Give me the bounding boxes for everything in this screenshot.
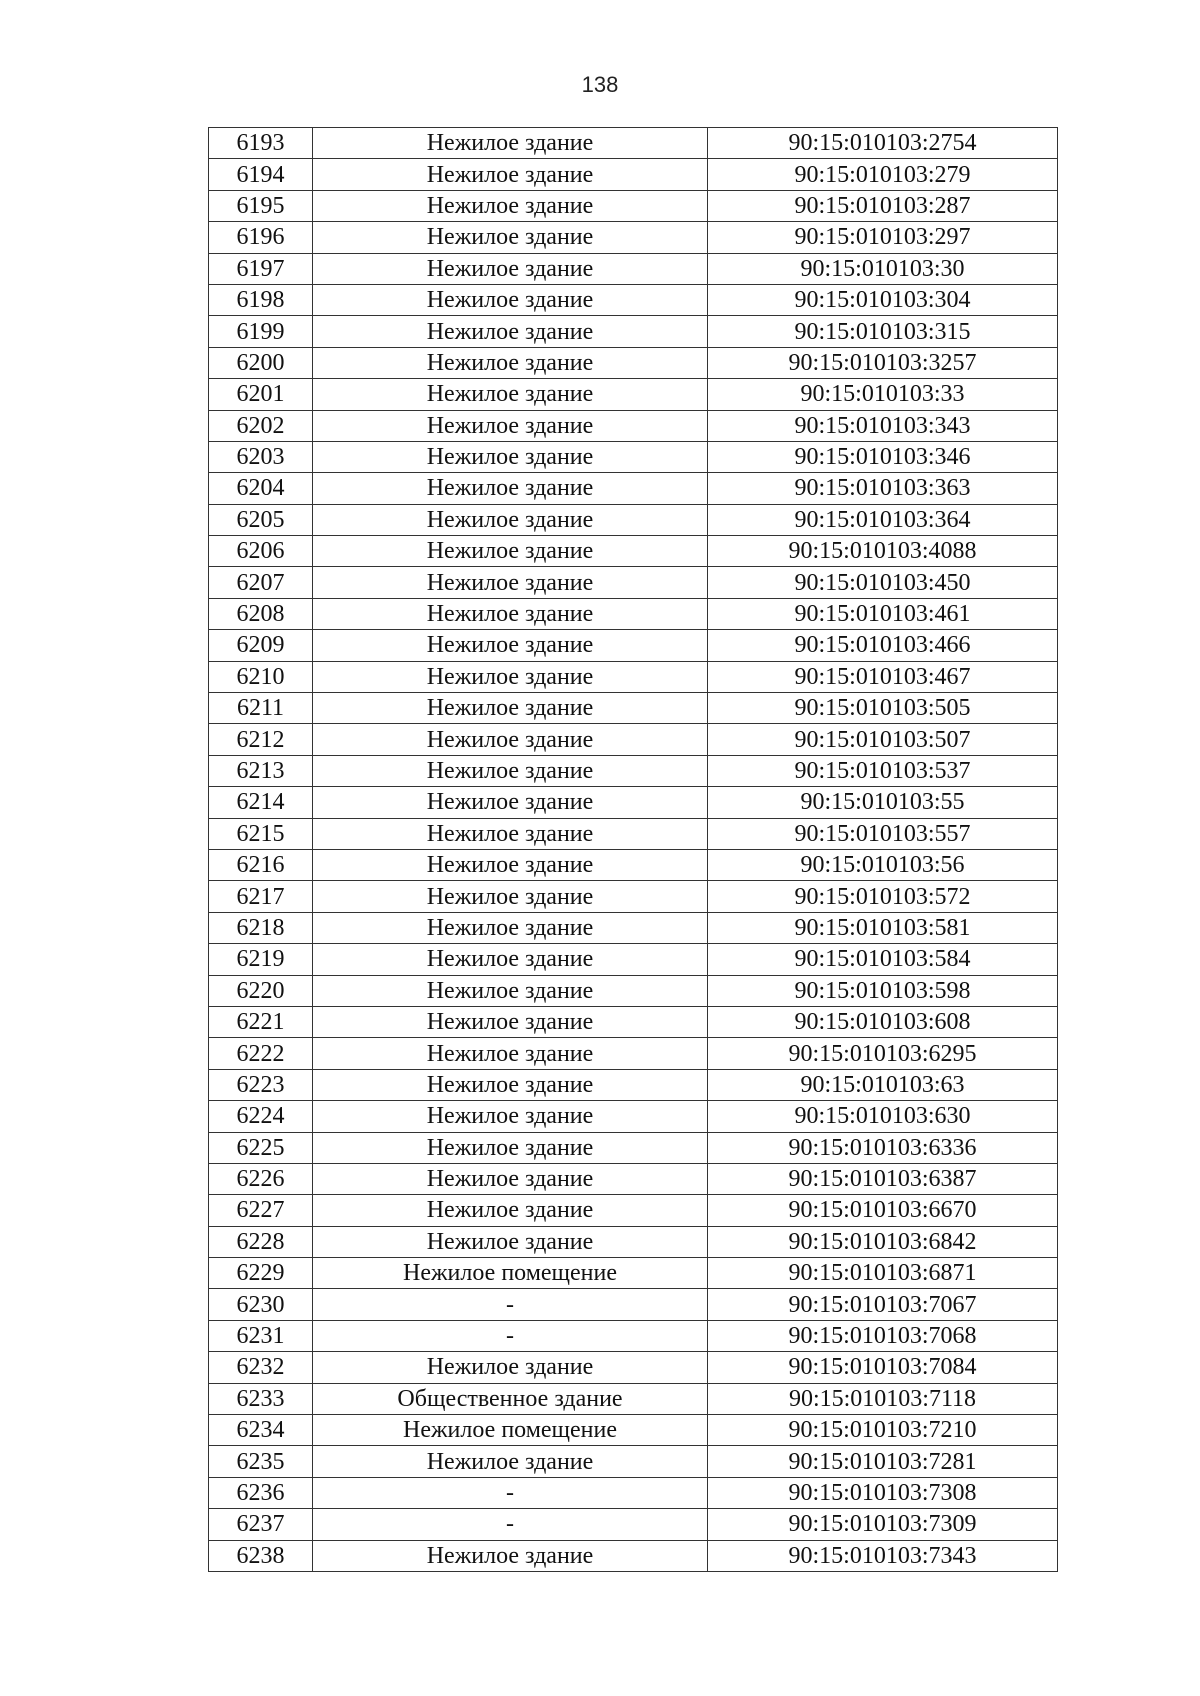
- row-number-cell: 6233: [209, 1383, 313, 1414]
- table-row: [209, 1477, 1058, 1508]
- row-number-cell: 6238: [209, 1540, 313, 1571]
- row-number-cell: 6232: [209, 1352, 313, 1383]
- table-row: [209, 598, 1058, 629]
- object-name-cell: Нежилое здание: [313, 1132, 708, 1163]
- table-row: [209, 818, 1058, 849]
- table-row: [209, 567, 1058, 598]
- row-number-cell: 6226: [209, 1163, 313, 1194]
- row-number-cell: 6221: [209, 1006, 313, 1037]
- row-number-cell: 6207: [209, 567, 313, 598]
- cadastral-number-cell: 90:15:010103:466: [708, 630, 1058, 661]
- cadastral-number-cell: 90:15:010103:7309: [708, 1509, 1058, 1540]
- object-name-cell: Нежилое здание: [313, 944, 708, 975]
- cadastral-number-cell: 90:15:010103:6387: [708, 1163, 1058, 1194]
- cadastral-number-cell: 90:15:010103:7281: [708, 1446, 1058, 1477]
- object-name-cell: Нежилое здание: [313, 975, 708, 1006]
- table-row: [209, 222, 1058, 253]
- object-name-cell: Нежилое здание: [313, 755, 708, 786]
- table-row: [209, 1101, 1058, 1132]
- cadastral-number-cell: 90:15:010103:2754: [708, 128, 1058, 159]
- cadastral-number-cell: 90:15:010103:315: [708, 316, 1058, 347]
- row-number-cell: 6208: [209, 598, 313, 629]
- object-name-cell: Нежилое здание: [313, 379, 708, 410]
- row-number-cell: 6234: [209, 1415, 313, 1446]
- cadastral-number-cell: 90:15:010103:7210: [708, 1415, 1058, 1446]
- object-name-cell: Нежилое здание: [313, 1352, 708, 1383]
- row-number-cell: 6193: [209, 128, 313, 159]
- object-name-cell: Нежилое здание: [313, 1101, 708, 1132]
- cadastral-number-cell: 90:15:010103:297: [708, 222, 1058, 253]
- object-name-cell: Нежилое здание: [313, 159, 708, 190]
- row-number-cell: 6213: [209, 755, 313, 786]
- table-row: [209, 912, 1058, 943]
- table-row: [209, 253, 1058, 284]
- row-number-cell: 6215: [209, 818, 313, 849]
- table-row: [209, 316, 1058, 347]
- table-row: [209, 1383, 1058, 1414]
- object-name-cell: Нежилое здание: [313, 410, 708, 441]
- cadastral-number-cell: 90:15:010103:56: [708, 849, 1058, 880]
- row-number-cell: 6195: [209, 190, 313, 221]
- cadastral-number-cell: 90:15:010103:6336: [708, 1132, 1058, 1163]
- cadastral-number-cell: 90:15:010103:33: [708, 379, 1058, 410]
- object-name-cell: Нежилое здание: [313, 536, 708, 567]
- row-number-cell: 6194: [209, 159, 313, 190]
- object-name-cell: Нежилое здание: [313, 128, 708, 159]
- object-name-cell: Нежилое здание: [313, 473, 708, 504]
- object-name-cell: Нежилое здание: [313, 1006, 708, 1037]
- table-row: [209, 1132, 1058, 1163]
- row-number-cell: 6237: [209, 1509, 313, 1540]
- cadastral-number-cell: 90:15:010103:6670: [708, 1195, 1058, 1226]
- object-name-cell: -: [313, 1320, 708, 1351]
- registry-table-body: [209, 128, 1058, 1572]
- row-number-cell: 6224: [209, 1101, 313, 1132]
- object-name-cell: -: [313, 1477, 708, 1508]
- row-number-cell: 6216: [209, 849, 313, 880]
- table-row: [209, 693, 1058, 724]
- registry-table-container: [208, 127, 1057, 1572]
- cadastral-number-cell: 90:15:010103:6842: [708, 1226, 1058, 1257]
- cadastral-number-cell: 90:15:010103:4088: [708, 536, 1058, 567]
- cadastral-number-cell: 90:15:010103:7343: [708, 1540, 1058, 1571]
- cadastral-number-cell: 90:15:010103:304: [708, 284, 1058, 315]
- object-name-cell: Нежилое здание: [313, 1038, 708, 1069]
- row-number-cell: 6199: [209, 316, 313, 347]
- object-name-cell: Нежилое здание: [313, 849, 708, 880]
- table-row: [209, 159, 1058, 190]
- table-row: [209, 849, 1058, 880]
- table-row: [209, 944, 1058, 975]
- cadastral-number-cell: 90:15:010103:505: [708, 693, 1058, 724]
- cadastral-number-cell: 90:15:010103:363: [708, 473, 1058, 504]
- row-number-cell: 6202: [209, 410, 313, 441]
- row-number-cell: 6225: [209, 1132, 313, 1163]
- table-row: [209, 1163, 1058, 1194]
- object-name-cell: Нежилое здание: [313, 1226, 708, 1257]
- object-name-cell: -: [313, 1289, 708, 1320]
- row-number-cell: 6229: [209, 1258, 313, 1289]
- table-row: [209, 1226, 1058, 1257]
- row-number-cell: 6204: [209, 473, 313, 504]
- cadastral-number-cell: 90:15:010103:557: [708, 818, 1058, 849]
- cadastral-number-cell: 90:15:010103:346: [708, 441, 1058, 472]
- table-row: [209, 441, 1058, 472]
- table-row: [209, 1415, 1058, 1446]
- cadastral-number-cell: 90:15:010103:507: [708, 724, 1058, 755]
- row-number-cell: 6222: [209, 1038, 313, 1069]
- table-row: [209, 661, 1058, 692]
- table-row: [209, 1320, 1058, 1351]
- cadastral-number-cell: 90:15:010103:537: [708, 755, 1058, 786]
- object-name-cell: Нежилое здание: [313, 1446, 708, 1477]
- registry-table: [208, 127, 1058, 1572]
- object-name-cell: Нежилое здание: [313, 316, 708, 347]
- table-row: [209, 881, 1058, 912]
- cadastral-number-cell: 90:15:010103:287: [708, 190, 1058, 221]
- row-number-cell: 6206: [209, 536, 313, 567]
- object-name-cell: Нежилое здание: [313, 1069, 708, 1100]
- object-name-cell: -: [313, 1509, 708, 1540]
- table-row: [209, 1195, 1058, 1226]
- table-row: [209, 975, 1058, 1006]
- object-name-cell: Нежилое здание: [313, 661, 708, 692]
- cadastral-number-cell: 90:15:010103:343: [708, 410, 1058, 441]
- object-name-cell: Нежилое здание: [313, 724, 708, 755]
- cadastral-number-cell: 90:15:010103:7067: [708, 1289, 1058, 1320]
- table-row: [209, 128, 1058, 159]
- object-name-cell: Нежилое здание: [313, 567, 708, 598]
- object-name-cell: Нежилое здание: [313, 190, 708, 221]
- row-number-cell: 6210: [209, 661, 313, 692]
- table-row: [209, 379, 1058, 410]
- table-row: [209, 630, 1058, 661]
- row-number-cell: 6219: [209, 944, 313, 975]
- row-number-cell: 6230: [209, 1289, 313, 1320]
- object-name-cell: Нежилое здание: [313, 222, 708, 253]
- table-row: [209, 284, 1058, 315]
- table-row: [209, 724, 1058, 755]
- row-number-cell: 6236: [209, 1477, 313, 1508]
- table-row: [209, 1352, 1058, 1383]
- row-number-cell: 6197: [209, 253, 313, 284]
- cadastral-number-cell: 90:15:010103:55: [708, 787, 1058, 818]
- cadastral-number-cell: 90:15:010103:63: [708, 1069, 1058, 1100]
- row-number-cell: 6203: [209, 441, 313, 472]
- table-row: [209, 473, 1058, 504]
- row-number-cell: 6235: [209, 1446, 313, 1477]
- object-name-cell: Нежилое помещение: [313, 1415, 708, 1446]
- cadastral-number-cell: 90:15:010103:3257: [708, 347, 1058, 378]
- cadastral-number-cell: 90:15:010103:450: [708, 567, 1058, 598]
- cadastral-number-cell: 90:15:010103:30: [708, 253, 1058, 284]
- row-number-cell: 6217: [209, 881, 313, 912]
- page-number: 138: [581, 72, 619, 97]
- object-name-cell: Нежилое здание: [313, 912, 708, 943]
- object-name-cell: Нежилое здание: [313, 598, 708, 629]
- object-name-cell: Нежилое здание: [313, 441, 708, 472]
- table-row: [209, 190, 1058, 221]
- row-number-cell: 6196: [209, 222, 313, 253]
- table-row: [209, 347, 1058, 378]
- object-name-cell: Нежилое здание: [313, 881, 708, 912]
- table-row: [209, 1006, 1058, 1037]
- cadastral-number-cell: 90:15:010103:364: [708, 504, 1058, 535]
- table-row: [209, 1540, 1058, 1571]
- object-name-cell: Общественное здание: [313, 1383, 708, 1414]
- object-name-cell: Нежилое здание: [313, 1540, 708, 1571]
- object-name-cell: Нежилое здание: [313, 630, 708, 661]
- row-number-cell: 6205: [209, 504, 313, 535]
- row-number-cell: 6220: [209, 975, 313, 1006]
- table-row: [209, 1038, 1058, 1069]
- table-row: [209, 536, 1058, 567]
- object-name-cell: Нежилое здание: [313, 818, 708, 849]
- row-number-cell: 6228: [209, 1226, 313, 1257]
- row-number-cell: 6212: [209, 724, 313, 755]
- cadastral-number-cell: 90:15:010103:467: [708, 661, 1058, 692]
- row-number-cell: 6201: [209, 379, 313, 410]
- row-number-cell: 6198: [209, 284, 313, 315]
- object-name-cell: Нежилое здание: [313, 347, 708, 378]
- table-row: [209, 787, 1058, 818]
- cadastral-number-cell: 90:15:010103:608: [708, 1006, 1058, 1037]
- object-name-cell: Нежилое здание: [313, 693, 708, 724]
- cadastral-number-cell: 90:15:010103:7308: [708, 1477, 1058, 1508]
- row-number-cell: 6223: [209, 1069, 313, 1100]
- cadastral-number-cell: 90:15:010103:630: [708, 1101, 1058, 1132]
- cadastral-number-cell: 90:15:010103:581: [708, 912, 1058, 943]
- row-number-cell: 6227: [209, 1195, 313, 1226]
- table-row: [209, 1289, 1058, 1320]
- row-number-cell: 6211: [209, 693, 313, 724]
- object-name-cell: Нежилое здание: [313, 253, 708, 284]
- object-name-cell: Нежилое здание: [313, 284, 708, 315]
- cadastral-number-cell: 90:15:010103:7084: [708, 1352, 1058, 1383]
- object-name-cell: Нежилое здание: [313, 504, 708, 535]
- cadastral-number-cell: 90:15:010103:6295: [708, 1038, 1058, 1069]
- object-name-cell: Нежилое помещение: [313, 1258, 708, 1289]
- row-number-cell: 6200: [209, 347, 313, 378]
- table-row: [209, 1446, 1058, 1477]
- cadastral-number-cell: 90:15:010103:279: [708, 159, 1058, 190]
- table-row: [209, 410, 1058, 441]
- object-name-cell: Нежилое здание: [313, 1163, 708, 1194]
- row-number-cell: 6218: [209, 912, 313, 943]
- object-name-cell: Нежилое здание: [313, 787, 708, 818]
- cadastral-number-cell: 90:15:010103:584: [708, 944, 1058, 975]
- cadastral-number-cell: 90:15:010103:7118: [708, 1383, 1058, 1414]
- table-row: [209, 504, 1058, 535]
- cadastral-number-cell: 90:15:010103:6871: [708, 1258, 1058, 1289]
- cadastral-number-cell: 90:15:010103:572: [708, 881, 1058, 912]
- object-name-cell: Нежилое здание: [313, 1195, 708, 1226]
- cadastral-number-cell: 90:15:010103:7068: [708, 1320, 1058, 1351]
- cadastral-number-cell: 90:15:010103:598: [708, 975, 1058, 1006]
- row-number-cell: 6231: [209, 1320, 313, 1351]
- cadastral-number-cell: 90:15:010103:461: [708, 598, 1058, 629]
- table-row: [209, 1069, 1058, 1100]
- row-number-cell: 6214: [209, 787, 313, 818]
- table-row: [209, 1258, 1058, 1289]
- table-row: [209, 1509, 1058, 1540]
- table-row: [209, 755, 1058, 786]
- row-number-cell: 6209: [209, 630, 313, 661]
